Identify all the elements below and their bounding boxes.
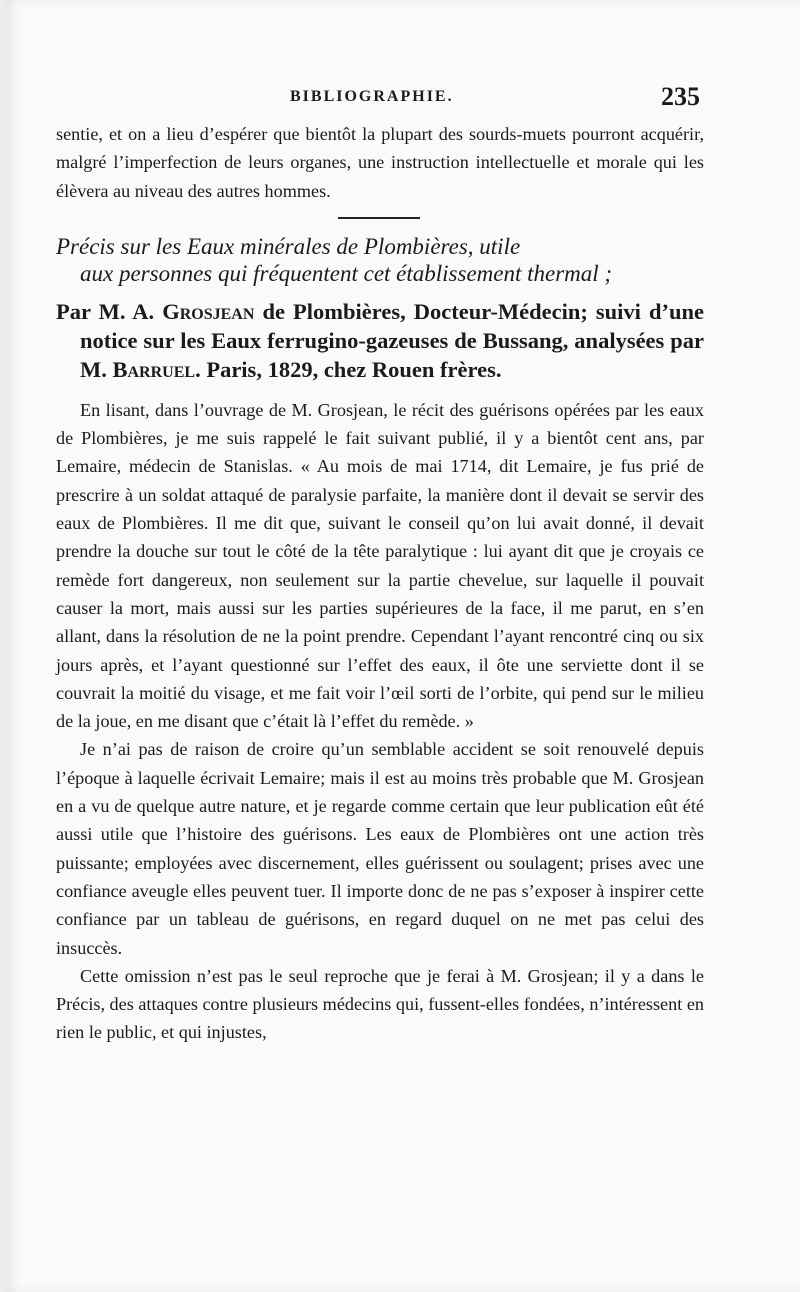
running-head xyxy=(56,82,704,120)
author-name: Grosjean xyxy=(162,298,255,324)
author-prefix: Par M. A. xyxy=(56,298,163,324)
author-middle: de Plombières, Docteur-Médecin; suivi d’une notice sur les Eaux ferrugino-gazeuses de Bussang, analysées par M. xyxy=(80,298,704,382)
paragraph-3: Cette omission n’est pas le seul reproche que je ferai à M. Grosjean; il y a dans le Précis, des attaques contre plusieurs médecins qui, fussent-elles fondées, n’intéressent en rien le public, et qui injustes, xyxy=(56,965,704,1043)
book-author-details xyxy=(56,297,704,384)
running-title: BIBLIOGRAPHIE. xyxy=(290,88,454,105)
section-divider xyxy=(338,217,420,219)
book-title-line-1: Précis sur les Eaux minérales de Plombières, utile xyxy=(56,233,521,259)
page-number: 235 xyxy=(661,82,700,111)
book-title-line-2: aux personnes qui fréquentent cet établissement thermal ; xyxy=(80,260,613,286)
page-content xyxy=(56,82,704,1047)
author-suffix: . Paris, 1829, chez Rouen frères. xyxy=(195,356,502,382)
paragraph-2: Je n’ai pas de raison de croire qu’un semblable accident se soit renouvelé depuis l’époque à laquelle écrivait Lemaire; mais il est au moins très probable que M. Grosjean en a vu de quelque autre nature, et je regarde comme certain que leur publication eût été aussi utile que l’histoire des guérisons. Les eaux de Plombières ont une action très puissante; employées avec discernement, elles guérissent ou soulagent; prises avec une confiance aveugle elles peuvent tuer. Il importe donc de ne pas s’exposer à inspirer cette confiance par un tableau de guérisons, en regard duquel on ne met pas celui des insuccès. xyxy=(56,739,704,958)
intro-paragraph: sentie, et on a lieu d’espérer que bientôt la plupart des sourds-muets pourront acquérir, malgré l’imperfection de leurs organes, une instruction intellectuelle et morale qui les élèvera au niveau des autres hommes. xyxy=(56,124,704,201)
book-title xyxy=(56,233,704,287)
book-page xyxy=(6,0,800,1292)
paragraph-1: En lisant, dans l’ouvrage de M. Grosjean, le récit des guérisons opérées par les eaux de Plombières, je me suis rappelé le fait suivant publié, il y a bientôt cent ans, par Lemaire, médecin de Stanislas. « Au mois de mai 1714, dit Lemaire, je fus prié de prescrire à un soldat attaqué de paralysie parfaite, la manière dont il devait se servir des eaux de Plombières. Il me dit que, suivant le conseil qu’on lui avait donné, il devait prendre la douche sur tout le côté de la tête paralytique : lui ayant dit que je croyais ce remède fort dangereux, non seulement sur la partie chevelue, sur laquelle il pouvait causer la mort, mais aussi sur les parties supérieures de la face, il me parut, en s’en allant, dans la résolution de ne la point prendre. Cependant l’ayant rencontré cinq ou six jours après, et l’ayant questionné sur l’effet des eaux, il ôte une serviette dont il se couvrait la moitié du visage, et me fait voir l’œil sorti de l’orbite, qui pend sur le milieu de la joue, en me disant que c’était là l’effet du remède. » xyxy=(56,399,704,732)
analyst-name: Barruel xyxy=(112,356,196,382)
